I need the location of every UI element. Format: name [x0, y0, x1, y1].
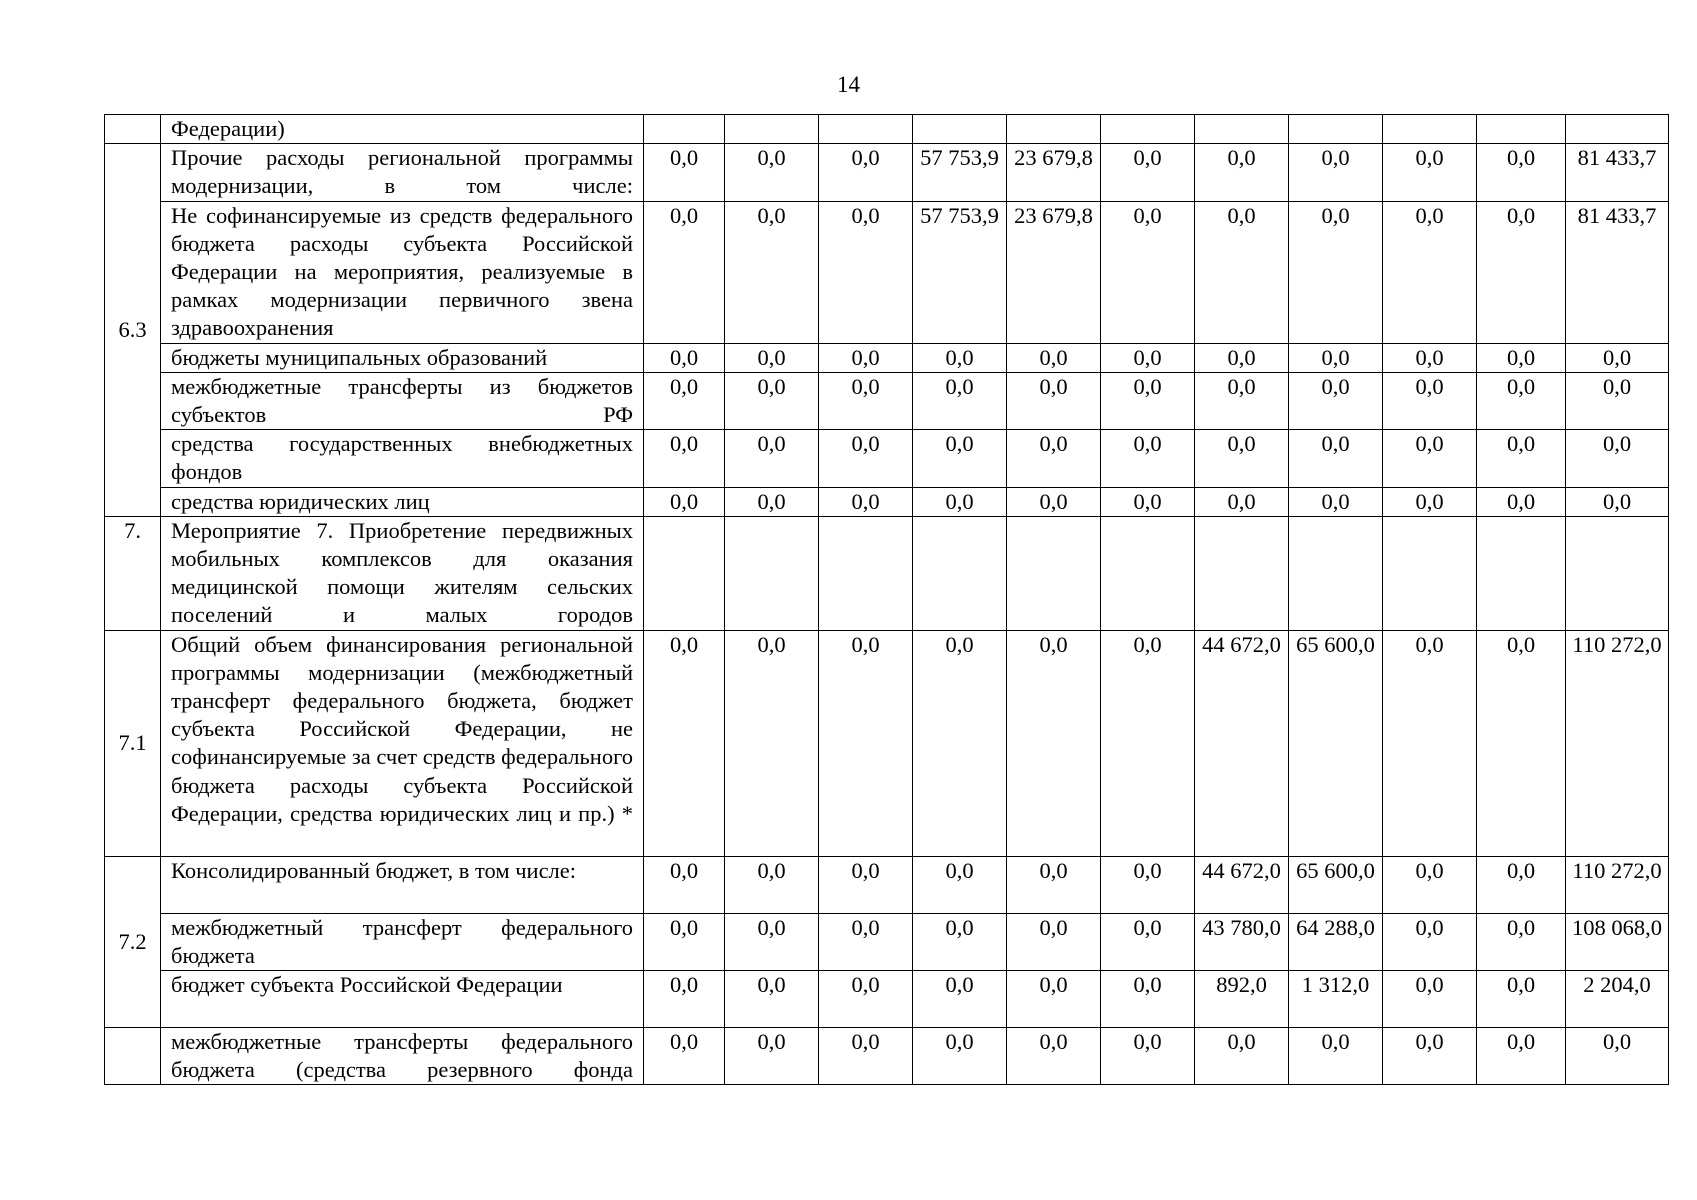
value-cell: 0,0 [1007, 343, 1101, 372]
value-cell: 0,0 [725, 343, 819, 372]
table-row [105, 487, 1669, 516]
value-cell: 0,0 [819, 201, 913, 343]
value-cell: 0,0 [1289, 343, 1383, 372]
table-row [105, 144, 1669, 201]
value-cell: 0,0 [1477, 1028, 1566, 1085]
value-cell: 0,0 [725, 856, 819, 913]
value-cell [819, 115, 913, 144]
value-cell: 0,0 [1101, 913, 1195, 970]
value-cell: 0,0 [1195, 201, 1289, 343]
value-cell [1566, 115, 1669, 144]
value-cell: 0,0 [644, 430, 725, 487]
value-cell: 0,0 [1566, 430, 1669, 487]
value-cell: 0,0 [644, 487, 725, 516]
value-cell: 1 312,0 [1289, 971, 1383, 1028]
value-cell: 0,0 [1383, 1028, 1477, 1085]
value-cell: 0,0 [1566, 372, 1669, 429]
value-cell: 0,0 [644, 856, 725, 913]
value-cell: 0,0 [644, 1028, 725, 1085]
value-cell [1383, 115, 1477, 144]
value-cell [1101, 115, 1195, 144]
value-cell: 0,0 [819, 144, 913, 201]
description-cell: Не софинансируемые из средств федерального бюджета расходы субъекта Российской Федерации на мероприятия, реализуемые в рамках модернизации первичного звена здравоохранения [161, 201, 644, 343]
row-number-cell: 7.1 [105, 630, 161, 856]
value-cell: 0,0 [1101, 372, 1195, 429]
value-cell: 0,0 [1477, 430, 1566, 487]
value-cell [1195, 516, 1289, 630]
description-cell: Мероприятие 7. Приобретение передвижных мобильных комплексов для оказания медицинской помощи жителям сельских поселений и малых городов [161, 516, 644, 630]
value-cell [725, 115, 819, 144]
row-number-cell [105, 1028, 161, 1085]
value-cell: 108 068,0 [1566, 913, 1669, 970]
value-cell: 0,0 [1566, 1028, 1669, 1085]
value-cell: 65 600,0 [1289, 630, 1383, 856]
value-cell: 0,0 [913, 630, 1007, 856]
value-cell: 110 272,0 [1566, 856, 1669, 913]
value-cell: 0,0 [1101, 487, 1195, 516]
value-cell: 0,0 [1477, 487, 1566, 516]
value-cell: 0,0 [725, 971, 819, 1028]
table-row [105, 372, 1669, 429]
value-cell: 0,0 [913, 1028, 1007, 1085]
value-cell: 0,0 [1289, 144, 1383, 201]
value-cell: 0,0 [1101, 144, 1195, 201]
value-cell: 0,0 [644, 372, 725, 429]
value-cell: 0,0 [644, 913, 725, 970]
description-cell: межбюджетные трансферты федерального бюджета (средства резервного фонда [161, 1028, 644, 1085]
value-cell: 0,0 [725, 144, 819, 201]
value-cell: 2 204,0 [1566, 971, 1669, 1028]
value-cell: 0,0 [1383, 343, 1477, 372]
value-cell: 0,0 [1289, 201, 1383, 343]
value-cell [1007, 115, 1101, 144]
description-cell: средства юридических лиц [161, 487, 644, 516]
value-cell: 0,0 [913, 372, 1007, 429]
value-cell: 110 272,0 [1566, 630, 1669, 856]
value-cell: 0,0 [819, 487, 913, 516]
value-cell: 0,0 [819, 630, 913, 856]
value-cell [1383, 516, 1477, 630]
description-cell: бюджеты муниципальных образований [161, 343, 644, 372]
value-cell: 0,0 [1007, 971, 1101, 1028]
value-cell [1007, 516, 1101, 630]
value-cell: 0,0 [1289, 430, 1383, 487]
value-cell: 0,0 [1477, 630, 1566, 856]
row-number-cell [105, 115, 161, 144]
table-row [105, 971, 1669, 1028]
value-cell: 0,0 [1477, 144, 1566, 201]
value-cell: 0,0 [1007, 487, 1101, 516]
value-cell: 0,0 [1195, 1028, 1289, 1085]
value-cell: 0,0 [644, 201, 725, 343]
value-cell [644, 115, 725, 144]
value-cell: 57 753,9 [913, 201, 1007, 343]
value-cell: 0,0 [1195, 487, 1289, 516]
row-number-cell: 7. [105, 516, 161, 630]
value-cell: 0,0 [1383, 144, 1477, 201]
value-cell: 0,0 [1007, 372, 1101, 429]
value-cell [644, 516, 725, 630]
value-cell: 0,0 [1383, 372, 1477, 429]
funding-table [104, 114, 1669, 1085]
value-cell: 43 780,0 [1195, 913, 1289, 970]
row-number-cell: 6.3 [105, 144, 161, 517]
value-cell: 0,0 [644, 971, 725, 1028]
value-cell: 44 672,0 [1195, 856, 1289, 913]
value-cell: 0,0 [1289, 487, 1383, 516]
value-cell: 0,0 [1289, 372, 1383, 429]
value-cell: 0,0 [644, 343, 725, 372]
description-cell: межбюджетные трансферты из бюджетов субъектов РФ [161, 372, 644, 429]
value-cell: 0,0 [1477, 856, 1566, 913]
value-cell: 44 672,0 [1195, 630, 1289, 856]
table-row [105, 856, 1669, 913]
value-cell [913, 516, 1007, 630]
value-cell: 0,0 [1477, 372, 1566, 429]
description-cell: межбюджетный трансферт федерального бюджета [161, 913, 644, 970]
value-cell: 0,0 [1566, 343, 1669, 372]
value-cell: 0,0 [644, 630, 725, 856]
value-cell: 0,0 [1007, 630, 1101, 856]
value-cell: 0,0 [1383, 430, 1477, 487]
description-cell: средства государственных внебюджетных фондов [161, 430, 644, 487]
value-cell [913, 115, 1007, 144]
description-cell: Прочие расходы региональной программы модернизации, в том числе: [161, 144, 644, 201]
value-cell: 0,0 [1383, 913, 1477, 970]
description-cell: Федерации) [161, 115, 644, 144]
value-cell: 0,0 [1195, 430, 1289, 487]
value-cell: 0,0 [1289, 1028, 1383, 1085]
value-cell: 0,0 [725, 630, 819, 856]
value-cell: 0,0 [1101, 343, 1195, 372]
value-cell: 0,0 [913, 343, 1007, 372]
value-cell: 0,0 [1007, 913, 1101, 970]
table-row [105, 516, 1669, 630]
value-cell: 0,0 [913, 971, 1007, 1028]
value-cell: 0,0 [725, 487, 819, 516]
value-cell: 0,0 [1101, 630, 1195, 856]
value-cell: 0,0 [913, 856, 1007, 913]
value-cell: 0,0 [644, 144, 725, 201]
value-cell [1289, 516, 1383, 630]
description-cell: Консолидированный бюджет, в том числе: [161, 856, 644, 913]
value-cell: 64 288,0 [1289, 913, 1383, 970]
value-cell: 0,0 [1007, 430, 1101, 487]
value-cell: 0,0 [819, 343, 913, 372]
table-row [105, 913, 1669, 970]
value-cell: 0,0 [1101, 430, 1195, 487]
value-cell [819, 516, 913, 630]
description-cell: Общий объем финансирования региональной программы модернизации (межбюджетный трансферт федерального бюджета, бюджет субъекта Российской Федерации, не софинансируемые за счет средств федерального бюджета расходы субъекта Российской Федерации, средства юридических лиц и пр.) * [161, 630, 644, 856]
value-cell: 0,0 [819, 913, 913, 970]
value-cell: 0,0 [1383, 971, 1477, 1028]
value-cell: 23 679,8 [1007, 201, 1101, 343]
value-cell: 0,0 [1477, 913, 1566, 970]
value-cell: 0,0 [1383, 630, 1477, 856]
value-cell: 0,0 [1477, 343, 1566, 372]
value-cell: 0,0 [1007, 1028, 1101, 1085]
value-cell: 0,0 [1195, 372, 1289, 429]
value-cell: 0,0 [913, 913, 1007, 970]
table-row [105, 430, 1669, 487]
value-cell [1477, 516, 1566, 630]
value-cell: 0,0 [819, 1028, 913, 1085]
value-cell [725, 516, 819, 630]
table-row [105, 343, 1669, 372]
value-cell: 0,0 [725, 201, 819, 343]
value-cell: 0,0 [1477, 971, 1566, 1028]
table-row [105, 630, 1669, 856]
value-cell [1289, 115, 1383, 144]
value-cell: 0,0 [913, 430, 1007, 487]
value-cell: 0,0 [1101, 1028, 1195, 1085]
row-number-cell: 7.2 [105, 856, 161, 1027]
value-cell: 65 600,0 [1289, 856, 1383, 913]
value-cell: 0,0 [725, 1028, 819, 1085]
value-cell: 57 753,9 [913, 144, 1007, 201]
value-cell: 0,0 [819, 971, 913, 1028]
value-cell: 0,0 [1383, 487, 1477, 516]
value-cell: 0,0 [913, 487, 1007, 516]
value-cell: 0,0 [1101, 971, 1195, 1028]
value-cell: 0,0 [1383, 856, 1477, 913]
value-cell: 81 433,7 [1566, 201, 1669, 343]
value-cell: 0,0 [819, 372, 913, 429]
value-cell: 0,0 [1101, 856, 1195, 913]
value-cell: 0,0 [725, 913, 819, 970]
value-cell: 0,0 [819, 430, 913, 487]
value-cell: 892,0 [1195, 971, 1289, 1028]
value-cell: 0,0 [1101, 201, 1195, 343]
value-cell [1195, 115, 1289, 144]
value-cell: 0,0 [725, 372, 819, 429]
value-cell: 0,0 [1383, 201, 1477, 343]
value-cell [1101, 516, 1195, 630]
value-cell: 0,0 [819, 856, 913, 913]
value-cell: 0,0 [1007, 856, 1101, 913]
value-cell [1566, 516, 1669, 630]
description-cell: бюджет субъекта Российской Федерации [161, 971, 644, 1028]
table-row [105, 201, 1669, 343]
value-cell [1477, 115, 1566, 144]
value-cell: 0,0 [1195, 144, 1289, 201]
value-cell: 0,0 [1195, 343, 1289, 372]
table-row [105, 115, 1669, 144]
table-row [105, 1028, 1669, 1085]
value-cell: 81 433,7 [1566, 144, 1669, 201]
value-cell: 0,0 [1477, 201, 1566, 343]
value-cell: 0,0 [725, 430, 819, 487]
page-number: 14 [837, 72, 860, 97]
value-cell: 0,0 [1566, 487, 1669, 516]
value-cell: 23 679,8 [1007, 144, 1101, 201]
